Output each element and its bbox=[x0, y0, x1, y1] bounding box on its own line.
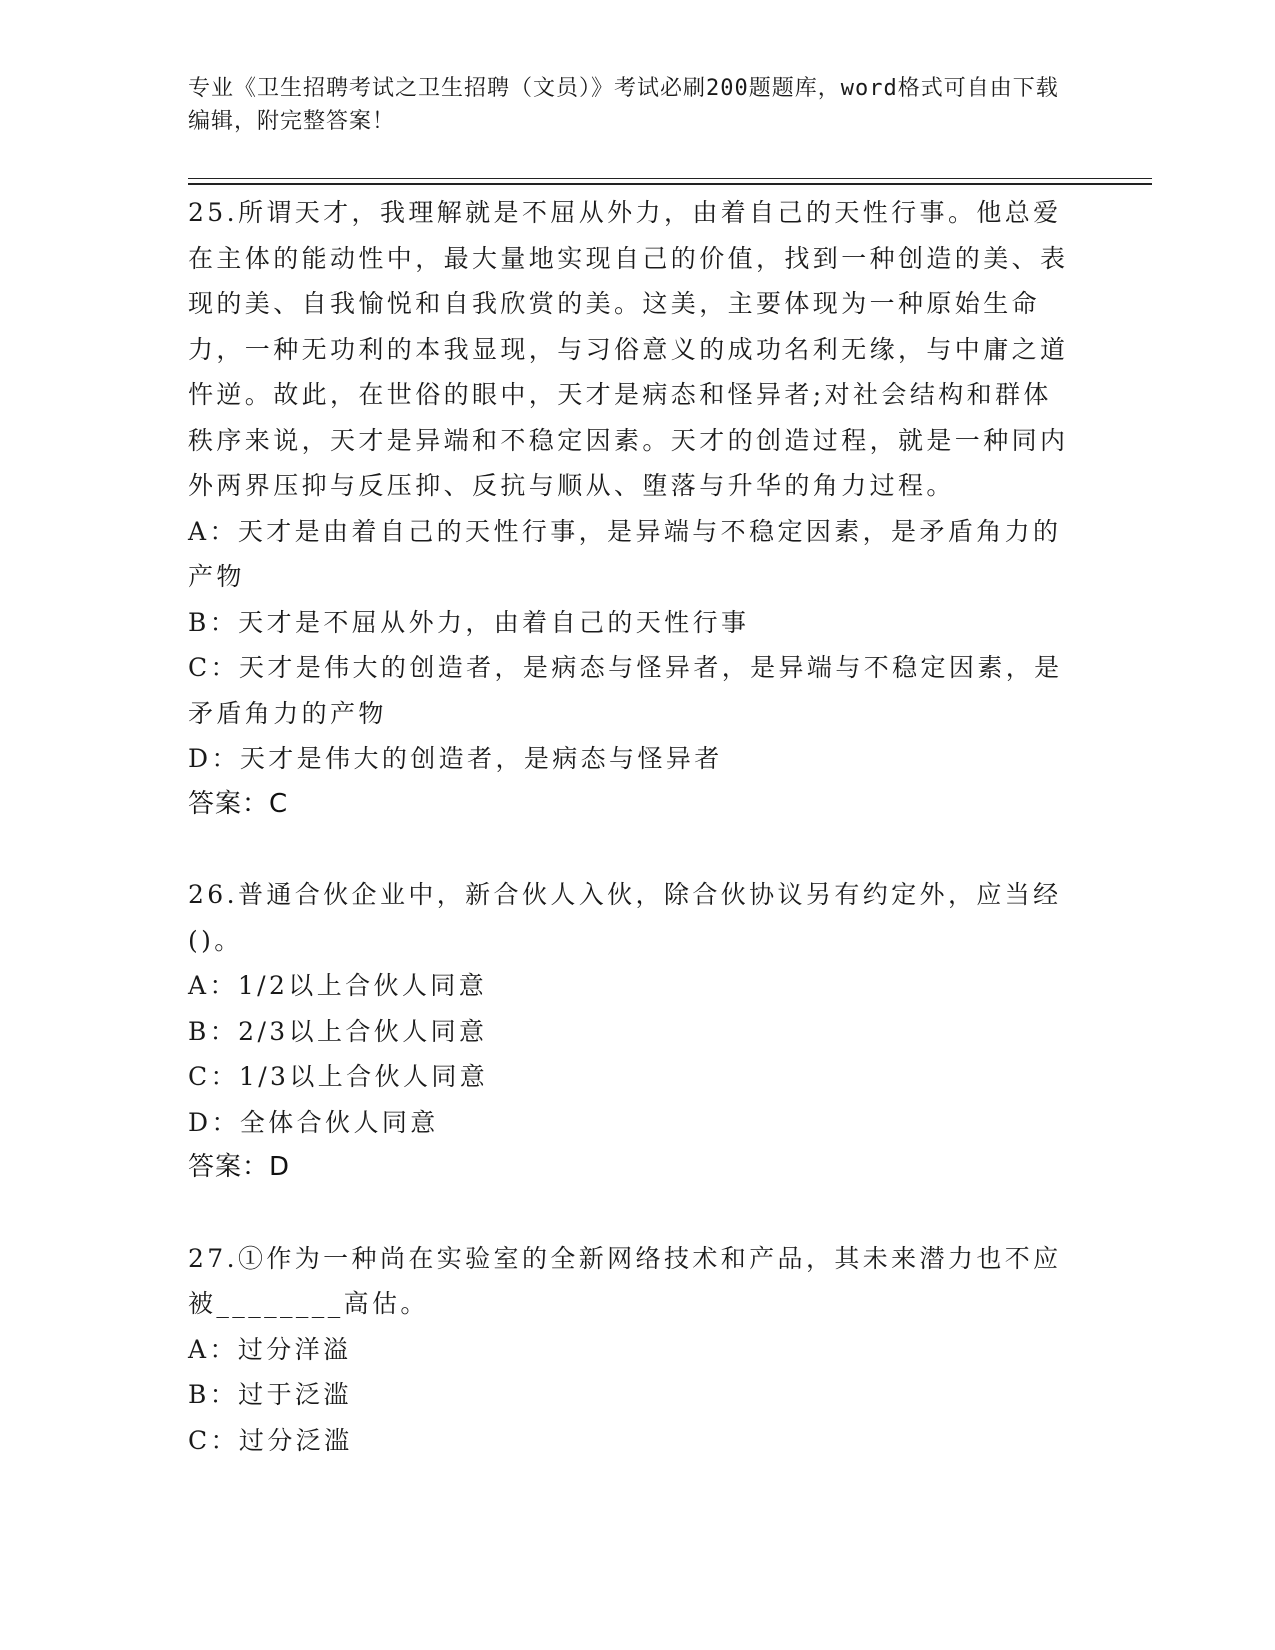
header-divider-thin bbox=[188, 178, 1152, 179]
question-spacer bbox=[188, 1191, 1078, 1236]
option-b: B：天才是不屈从外力，由着自己的天性行事 bbox=[188, 607, 750, 637]
option-a: A：过分洋溢 bbox=[188, 1334, 352, 1364]
question-spacer bbox=[188, 827, 1078, 872]
answer-label: 答案：C bbox=[188, 788, 289, 819]
question-text: 27.①作为一种尚在实验室的全新网络技术和产品，其未来潜力也不应被________高估。 bbox=[188, 1243, 1062, 1318]
option-b: B：2/3以上合伙人同意 bbox=[188, 1016, 488, 1046]
question-text: 25.所谓天才，我理解就是不屈从外力，由着自己的天性行事。他总爱在主体的能动性中，最大量地实现自己的价值，找到一种创造的美、表现的美、自我愉悦和自我欣赏的美。这美，主要体现为一种原始生命力，一种无功利的本我显现，与习俗意义的成功名利无缘，与中庸之道忤逆。故此，在世俗的眼中，天才是病态和怪异者;对社会结构和群体秩序来说，天才是异端和不稳定因素。天才的创造过程，就是一种同内外两界压抑与反压抑、反抗与顺从、堕落与升华的角力过程。 bbox=[188, 198, 1069, 500]
option-c: C：1/3以上合伙人同意 bbox=[188, 1062, 489, 1091]
option-d: D：全体合伙人同意 bbox=[188, 1107, 439, 1137]
option-b: B：过于泛滥 bbox=[188, 1380, 352, 1409]
option-c: C：天才是伟大的创造者，是病态与怪异者，是异端与不稳定因素，是矛盾角力的产物 bbox=[188, 653, 1063, 728]
document-header: 专业《卫生招聘考试之卫生招聘（文员）》考试必刷200题题库，word格式可自由下载编辑，附完整答案！ bbox=[188, 76, 1059, 134]
question-25 bbox=[188, 190, 1078, 827]
option-d: D：天才是伟大的创造者，是病态与怪异者 bbox=[188, 744, 723, 773]
option-a: A：天才是由着自己的天性行事，是异端与不稳定因素，是矛盾角力的产物 bbox=[188, 516, 1062, 591]
answer-label: 答案：D bbox=[188, 1152, 291, 1182]
question-26 bbox=[188, 872, 1078, 1191]
option-a: A：1/2以上合伙人同意 bbox=[188, 971, 488, 1000]
option-c: C：过分泛滥 bbox=[188, 1425, 353, 1455]
question-list bbox=[188, 190, 1078, 1463]
header-divider-thick bbox=[188, 183, 1152, 185]
question-text: 26.普通合伙企业中，新合伙人入伙，除合伙协议另有约定外，应当经()。 bbox=[188, 880, 1062, 955]
question-27 bbox=[188, 1236, 1078, 1464]
